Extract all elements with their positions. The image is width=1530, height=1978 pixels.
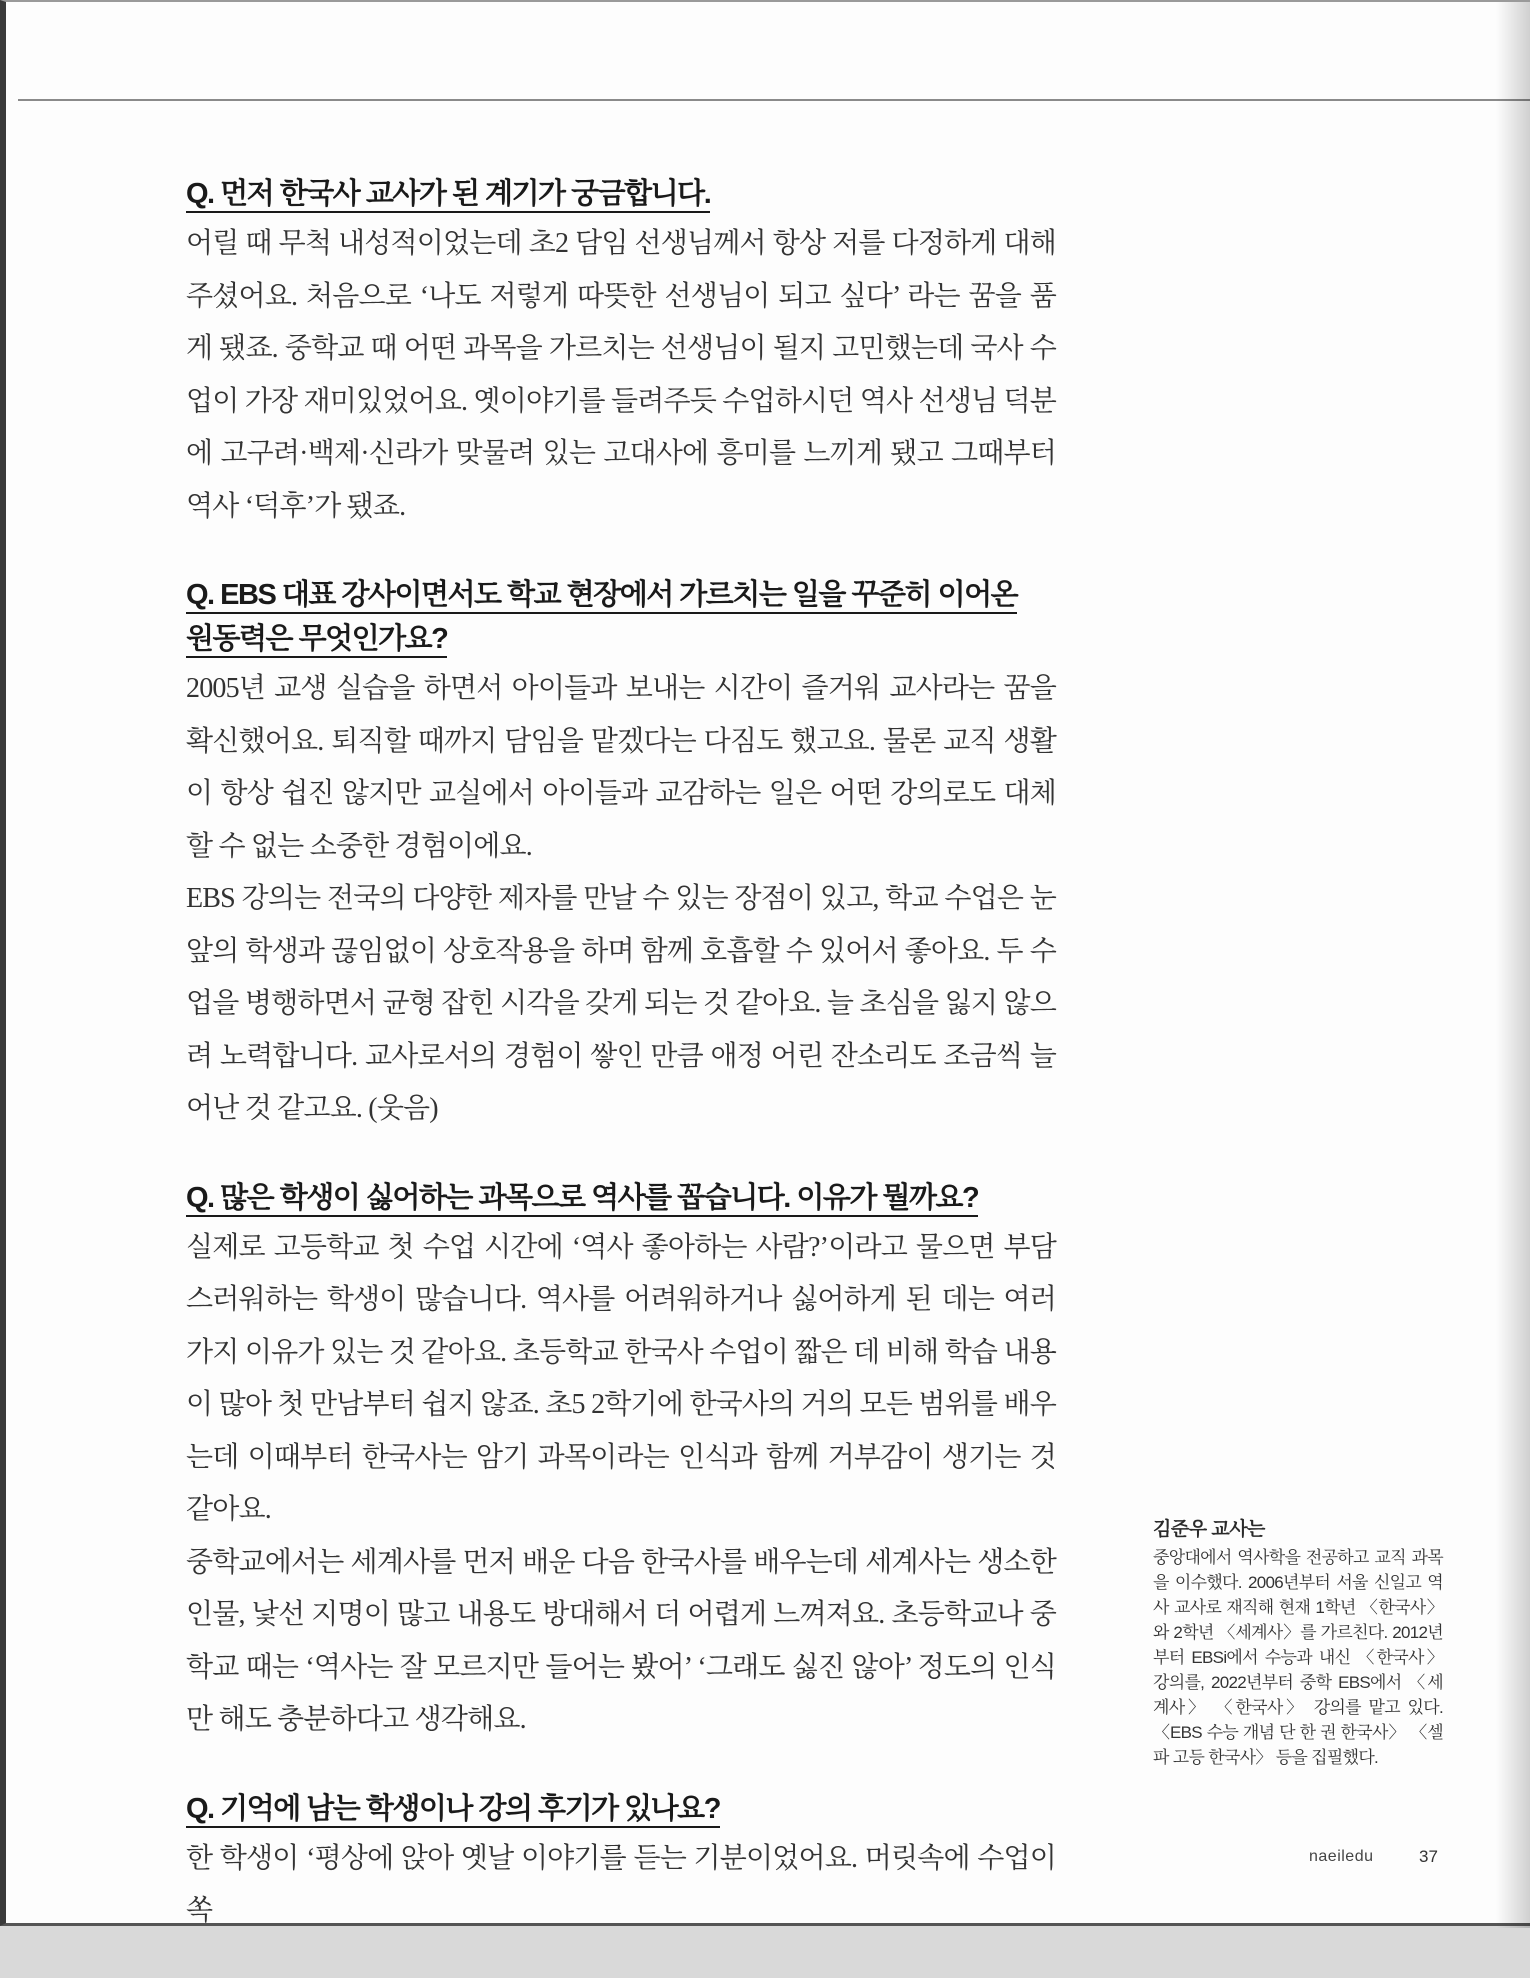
question-heading: [186, 172, 1056, 216]
question-heading: [186, 1787, 1056, 1831]
answer-paragraph: EBS 강의는 전국의 다양한 제자를 만날 수 있는 장점이 있고, 학교 수업은 눈앞의 학생과 끊임없이 상호작용을 하며 함께 호흡할 수 있어서 좋아요. 두 수업을 병행하면서 균형 잡힌 시각을 갖게 되는 것 같아요. 늘 초심을 잃지 않으려 노력합니다. 교사로서의 경험이 쌓인 만큼 애정 어린 잔소리도 조금씩 늘어난 것 같고요. (웃음): [186, 883, 1056, 1124]
question-heading: [186, 1176, 1056, 1220]
question-text: Q. 기억에 남는 학생이나 강의 후기가 있나요?: [186, 1793, 720, 1828]
answer-paragraph: 중학교에서는 세계사를 먼저 배운 다음 한국사를 배우는데 세계사는 생소한 인물, 낯선 지명이 많고 내용도 방대해서 더 어렵게 느껴져요. 초등학교나 중학교 때는 ‘역사는 잘 모르지만 들어는 봤어’ ‘그래도 싫진 않아’ 정도의 인식만 해도 충분하다고 생각해요.: [186, 1546, 1056, 1735]
interview-section-3: [186, 1176, 1056, 1747]
page-edge-shadow: [1496, 2, 1530, 1928]
question-text: Q. 먼저 한국사 교사가 된 계기가 궁금합니다.: [186, 178, 710, 213]
question-text-line-1: Q. EBS 대표 강사이면서도 학교 현장에서 가르치는 일을 꾸준히 이어온: [186, 579, 1017, 614]
answer-paragraph: 실제로 고등학교 첫 수업 시간에 ‘역사 좋아하는 사람?’이라고 물으면 부담스러워하는 학생이 많습니다. 역사를 어려워하거나 싫어하게 된 데는 여러 가지 이유가 있는 것 같아요. 초등학교 한국사 수업이 짧은 데 비해 학습 내용이 많아 첫 만남부터 쉽지 않죠. 초5 2학기에 한국사의 거의 모든 범위를 배우는데 이때부터 한국사는 암기 과목이라는 인식과 함께 거부감이 생기는 것 같아요.: [186, 1231, 1056, 1525]
interview-section-2: [186, 573, 1056, 1136]
teacher-name: 김준우 교사는: [1153, 1519, 1265, 1540]
teacher-bio: 중앙대에서 역사학을 전공하고 교직 과목을 이수했다. 2006년부터 서울 신일고 역사 교사로 재직해 현재 1학년 〈한국사〉와 2학년 〈세계사〉를 가르친다. 2012년부터 EBSi에서 수능과 내신 〈한국사〉 강의를, 2022년부터 중학 EBS에서 〈세계사〉 〈한국사〉 강의를 맡고 있다. 〈EBS 수능 개념 단 한 권 한국사〉 〈셀파 고등 한국사〉 등을 집필했다.: [1153, 1548, 1443, 1767]
answer-paragraph: 한 학생이 ‘평상에 앉아 옛날 이야기를 듣는 기분이었어요. 머릿속에 수업이 쏙: [186, 1842, 1056, 1926]
page-number: 37: [1419, 1847, 1438, 1866]
interview-body: [186, 172, 1056, 1978]
publication-name: naeiledu: [1309, 1848, 1374, 1865]
question-text-line-2: 원동력은 무엇인가요?: [186, 623, 447, 658]
question-text: Q. 많은 학생이 싫어하는 과목으로 역사를 꼽습니다. 이유가 뭘까요?: [186, 1182, 978, 1217]
interview-section-4: [186, 1787, 1056, 1938]
answer-paragraph: 2005년 교생 실습을 하면서 아이들과 보내는 시간이 즐거워 교사라는 꿈을 확신했어요. 퇴직할 때까지 담임을 맡겠다는 다짐도 했고요. 물론 교직 생활이 항상 쉽진 않지만 교실에서 아이들과 교감하는 일은 어떤 강의로도 대체할 수 없는 소중한 경험이에요.: [186, 673, 1056, 862]
header-rule: [18, 99, 1530, 101]
interview-section-1: [186, 172, 1056, 533]
answer-paragraph: 어릴 때 무척 내성적이었는데 초2 담임 선생님께서 항상 저를 다정하게 대해 주셨어요. 처음으로 ‘나도 저렇게 따뜻한 선생님이 되고 싶다’ 라는 꿈을 품게 됐죠. 중학교 때 어떤 과목을 가르치는 선생님이 될지 고민했는데 국사 수업이 가장 재미있었어요. 옛이야기를 들려주듯 수업하시던 역사 선생님 덕분에 고구려·백제·신라가 맞물려 있는 고대사에 흥미를 느끼게 됐고 그때부터 역사 ‘덕후’가 됐죠.: [186, 228, 1056, 522]
teacher-profile-box: [1153, 1517, 1443, 1770]
question-heading: [186, 573, 1056, 661]
